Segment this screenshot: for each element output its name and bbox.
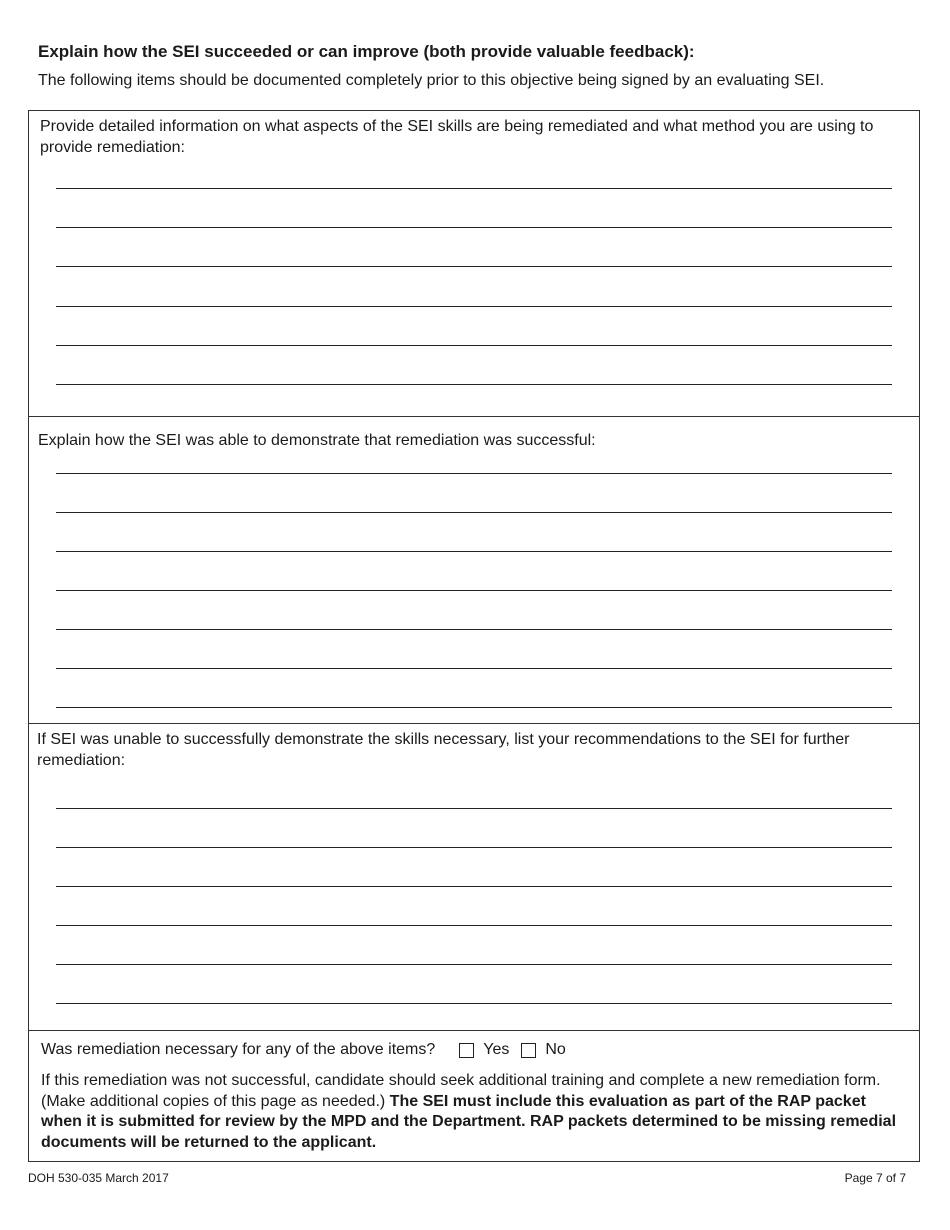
- notice-bold-text: The SEI must include this evaluation as part of the RAP packet when it is submitted for review by the MPD and the Department. RAP packets determined to be missing remedial documents will be returned to the applicant.: [41, 1092, 897, 1151]
- section-prompt: Explain how the SEI was able to demonstrate that remediation was successful:: [38, 432, 596, 449]
- notice-plain-text: If this remediation was not successful, candidate should seek additional training and complete a new remediation form. (Make additional copies of this page as needed.): [41, 1072, 881, 1110]
- write-in-line[interactable]: [56, 473, 892, 474]
- write-in-line[interactable]: [56, 345, 892, 346]
- write-in-line[interactable]: [56, 384, 892, 385]
- yes-label: Yes: [483, 1041, 510, 1058]
- write-in-line[interactable]: [56, 629, 892, 630]
- no-label: No: [545, 1041, 566, 1058]
- write-in-line[interactable]: [56, 227, 892, 228]
- form-identifier: DOH 530-035 March 2017: [28, 1171, 169, 1185]
- section-remediation-success: [29, 416, 919, 723]
- yes-option[interactable]: [459, 1041, 509, 1059]
- write-in-line[interactable]: [56, 847, 892, 848]
- write-in-line[interactable]: [56, 1003, 892, 1004]
- page-number: Page 7 of 7: [844, 1171, 906, 1185]
- write-in-line[interactable]: [56, 707, 892, 708]
- write-in-line[interactable]: [56, 188, 892, 189]
- remediation-form: [28, 110, 920, 1162]
- page-heading: Explain how the SEI succeeded or can improve (both provide valuable feedback):: [38, 42, 695, 61]
- write-in-line[interactable]: [56, 964, 892, 965]
- write-in-line[interactable]: [56, 668, 892, 669]
- write-in-line[interactable]: [56, 808, 892, 809]
- yes-checkbox[interactable]: [459, 1043, 474, 1058]
- no-option[interactable]: [521, 1041, 565, 1059]
- no-checkbox[interactable]: [521, 1043, 536, 1058]
- remediation-question-row: [41, 1041, 578, 1059]
- section-further-recommendations: [29, 723, 919, 1030]
- remediation-notice: [41, 1071, 903, 1153]
- write-in-line[interactable]: [56, 551, 892, 552]
- section-prompt: If SEI was unable to successfully demonstrate the skills necessary, list your recommendations to the SEI for further remediation:: [37, 731, 850, 769]
- write-in-line[interactable]: [56, 925, 892, 926]
- write-in-line[interactable]: [56, 512, 892, 513]
- write-in-line[interactable]: [56, 306, 892, 307]
- write-in-line[interactable]: [56, 266, 892, 267]
- section-prompt: Provide detailed information on what aspects of the SEI skills are being remediated and what method you are using to provide remediation:: [40, 118, 874, 156]
- section-remediation-details: [29, 111, 919, 416]
- remediation-question: Was remediation necessary for any of the above items?: [41, 1041, 436, 1058]
- write-in-line[interactable]: [56, 590, 892, 591]
- section-remediation-question: [29, 1030, 919, 1161]
- write-in-line[interactable]: [56, 886, 892, 887]
- intro-text: The following items should be documented completely prior to this objective being signed by an evaluating SEI.: [38, 72, 825, 89]
